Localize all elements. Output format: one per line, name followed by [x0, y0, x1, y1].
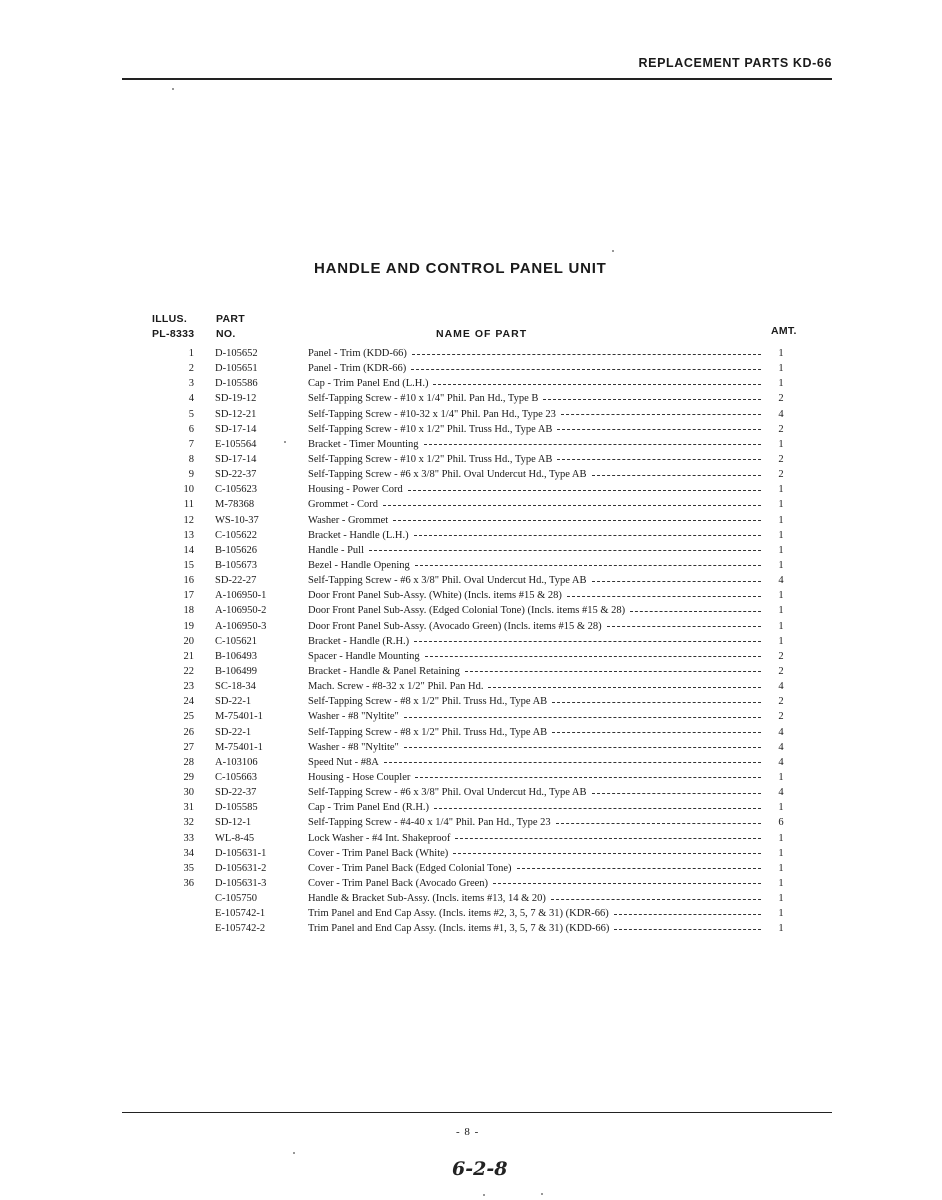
- part-number: C-105750: [215, 893, 257, 905]
- part-number: E-105564: [215, 438, 257, 450]
- column-header-name: NAME OF PART: [436, 328, 528, 340]
- dash-leader: [404, 717, 761, 718]
- part-name-cell: [308, 346, 761, 361]
- part-name: Self-Tapping Screw - #10 x 1/2" Phil. Truss Hd., Type AB: [308, 423, 553, 435]
- illus-number: 17: [183, 590, 194, 602]
- dash-leader: [453, 853, 761, 854]
- illus-number: 8: [188, 453, 194, 465]
- parts-row: [0, 513, 942, 528]
- page-header-title: REPLACEMENT PARTS KD-66: [638, 56, 832, 70]
- part-number: SD-22-1: [215, 696, 252, 708]
- page-number: - 8 -: [456, 1126, 480, 1138]
- dash-leader: [551, 899, 761, 900]
- part-number: M-75401-1: [215, 711, 263, 723]
- part-amount: 1: [778, 908, 784, 920]
- part-name: Washer - Grommet: [308, 514, 389, 526]
- parts-row: [0, 361, 942, 376]
- part-name-cell: [308, 573, 761, 588]
- dash-leader: [465, 671, 761, 672]
- part-name-cell: [308, 785, 761, 800]
- part-number: A-106950-2: [215, 605, 267, 617]
- parts-row: [0, 346, 942, 361]
- part-name-cell: [308, 513, 761, 528]
- part-name-cell: [308, 664, 761, 679]
- part-amount: 1: [778, 847, 784, 859]
- part-number: D-105586: [215, 378, 258, 390]
- parts-row: [0, 921, 942, 936]
- part-name-cell: [308, 467, 761, 482]
- part-amount: 1: [778, 635, 784, 647]
- part-name: Grommet - Cord: [308, 499, 378, 511]
- part-name: Mach. Screw - #8-32 x 1/2" Phil. Pan Hd.: [308, 681, 484, 693]
- dash-leader: [614, 914, 761, 915]
- parts-row: [0, 861, 942, 876]
- part-amount: 1: [778, 438, 784, 450]
- dash-leader: [614, 929, 761, 930]
- part-amount: 1: [778, 605, 784, 617]
- part-name-cell: [308, 376, 761, 391]
- parts-row: [0, 634, 942, 649]
- illus-number: 4: [188, 393, 194, 405]
- illus-number: 9: [188, 469, 194, 481]
- part-name-cell: [308, 921, 761, 936]
- dash-leader: [369, 550, 761, 551]
- part-number: D-105651: [215, 363, 258, 375]
- illus-number: 16: [183, 575, 194, 587]
- dash-leader: [415, 777, 761, 778]
- illus-number: 36: [183, 877, 194, 889]
- part-number: E-105742-2: [215, 923, 266, 935]
- parts-row: [0, 846, 942, 861]
- parts-row: [0, 815, 942, 830]
- parts-row: [0, 831, 942, 846]
- part-name: Self-Tapping Screw - #10-32 x 1/4" Phil. Pan Hd., Type 23: [308, 408, 556, 420]
- dash-leader: [412, 354, 761, 355]
- part-name: Cover - Trim Panel Back (White): [308, 847, 449, 859]
- part-name-cell: [308, 709, 761, 724]
- part-name-cell: [308, 755, 761, 770]
- part-amount: 2: [778, 665, 784, 677]
- part-amount: 1: [778, 348, 784, 359]
- part-number: SD-22-37: [215, 469, 257, 481]
- illus-number: 32: [183, 817, 194, 829]
- part-name: Washer - #8 "Nyltite": [308, 711, 399, 723]
- parts-row: [0, 694, 942, 709]
- parts-row: [0, 528, 942, 543]
- part-name-cell: [308, 725, 761, 740]
- illus-number: 5: [188, 408, 194, 420]
- parts-row: [0, 588, 942, 603]
- parts-row: [0, 558, 942, 573]
- part-name: Bracket - Timer Mounting: [308, 438, 419, 450]
- part-number: A-103106: [215, 756, 258, 768]
- dash-leader: [561, 414, 761, 415]
- part-number: D-105631-2: [215, 862, 267, 874]
- illus-number: 12: [183, 514, 194, 526]
- part-name-cell: [308, 558, 761, 573]
- illus-number: 10: [183, 484, 194, 496]
- part-number: SD-22-37: [215, 787, 257, 799]
- part-amount: 1: [778, 590, 784, 602]
- illus-number: 21: [183, 650, 194, 662]
- dash-leader: [411, 369, 761, 370]
- dash-leader: [424, 444, 761, 445]
- part-name: Self-Tapping Screw - #10 x 1/4" Phil. Pan Hd., Type B: [308, 393, 539, 405]
- illus-number: 2: [188, 363, 194, 375]
- part-name: Cap - Trim Panel End (L.H.): [308, 378, 429, 390]
- scan-speck: [284, 441, 286, 443]
- part-number: M-75401-1: [215, 741, 263, 753]
- part-name: Speed Nut - #8A: [308, 756, 379, 768]
- part-amount: 2: [778, 650, 784, 662]
- illus-number: 18: [183, 605, 194, 617]
- part-name-cell: [308, 361, 761, 376]
- part-name: Bracket - Handle & Panel Retaining: [308, 665, 460, 677]
- column-header-illus-line2: PL-8333: [152, 328, 195, 340]
- part-number: C-105622: [215, 529, 257, 541]
- illus-number: 33: [183, 832, 194, 844]
- part-number: B-105626: [215, 544, 257, 556]
- part-name: Spacer - Handle Mounting: [308, 650, 420, 662]
- parts-row: [0, 497, 942, 512]
- part-number: SD-17-14: [215, 423, 257, 435]
- part-number: SC-18-34: [215, 681, 256, 693]
- dash-leader: [607, 626, 761, 627]
- part-amount: 2: [778, 453, 784, 465]
- parts-row: [0, 437, 942, 452]
- illus-number: 25: [183, 711, 194, 723]
- part-amount: 6: [778, 817, 784, 829]
- column-header-part-line2: NO.: [216, 328, 236, 340]
- part-amount: 1: [778, 378, 784, 390]
- part-name-cell: [308, 891, 761, 906]
- part-amount: 2: [778, 393, 784, 405]
- dash-leader: [556, 823, 761, 824]
- part-number: SD-17-14: [215, 453, 257, 465]
- part-number: C-105663: [215, 771, 257, 783]
- parts-row: [0, 770, 942, 785]
- parts-row: [0, 467, 942, 482]
- parts-row: [0, 906, 942, 921]
- part-number: SD-12-1: [215, 817, 252, 829]
- parts-row: [0, 482, 942, 497]
- footer-rule: [122, 1112, 832, 1113]
- parts-row: [0, 709, 942, 724]
- dash-leader: [434, 808, 761, 809]
- dash-leader: [592, 581, 761, 582]
- part-name: Self-Tapping Screw - #10 x 1/2" Phil. Truss Hd., Type AB: [308, 453, 553, 465]
- illus-number: 6: [188, 423, 194, 435]
- dash-leader: [414, 535, 761, 536]
- part-amount: 2: [778, 711, 784, 723]
- dash-leader: [552, 702, 761, 703]
- part-amount: 4: [778, 408, 784, 420]
- part-name: Panel - Trim (KDR-66): [308, 363, 407, 375]
- illus-number: 24: [183, 696, 194, 708]
- part-number: C-105621: [215, 635, 257, 647]
- parts-row: [0, 603, 942, 618]
- part-name: Housing - Hose Coupler: [308, 771, 411, 783]
- part-name-cell: [308, 770, 761, 785]
- illus-number: 11: [183, 499, 194, 511]
- part-amount: 1: [778, 893, 784, 905]
- part-name: Self-Tapping Screw - #8 x 1/2" Phil. Truss Hd., Type AB: [308, 696, 548, 708]
- part-number: D-105631-3: [215, 877, 267, 889]
- parts-row: [0, 725, 942, 740]
- part-amount: 1: [778, 923, 784, 935]
- illus-number: 15: [183, 559, 194, 571]
- dash-leader: [488, 687, 761, 688]
- part-name: Self-Tapping Screw - #8 x 1/2" Phil. Truss Hd., Type AB: [308, 726, 548, 738]
- part-name-cell: [308, 528, 761, 543]
- parts-row: [0, 785, 942, 800]
- part-number: A-106950-1: [215, 590, 267, 602]
- part-name-cell: [308, 603, 761, 618]
- scan-speck: [172, 88, 174, 90]
- part-name-cell: [308, 422, 761, 437]
- dash-leader: [592, 475, 761, 476]
- part-amount: 1: [778, 514, 784, 526]
- column-header-part: [216, 312, 245, 342]
- dash-leader: [383, 505, 761, 506]
- part-name-cell: [308, 800, 761, 815]
- parts-row: [0, 664, 942, 679]
- part-name-cell: [308, 619, 761, 634]
- part-name: Housing - Power Cord: [308, 484, 403, 496]
- part-amount: 1: [778, 862, 784, 874]
- part-name: Lock Washer - #4 Int. Shakeproof: [308, 832, 451, 844]
- dash-leader: [408, 490, 761, 491]
- part-number: WS-10-37: [215, 514, 259, 526]
- part-amount: 2: [778, 423, 784, 435]
- dash-leader: [404, 747, 761, 748]
- part-amount: 4: [778, 681, 784, 693]
- illus-number: 13: [183, 529, 194, 541]
- part-name-cell: [308, 815, 761, 830]
- parts-row: [0, 543, 942, 558]
- parts-list: [0, 346, 942, 936]
- part-amount: 1: [778, 802, 784, 814]
- part-name: Self-Tapping Screw - #4-40 x 1/4" Phil. Pan Hd., Type 23: [308, 817, 551, 829]
- part-number: D-105652: [215, 348, 258, 359]
- dash-leader: [557, 459, 761, 460]
- dash-leader: [414, 641, 761, 642]
- illus-number: 30: [183, 787, 194, 799]
- illus-number: 34: [183, 847, 194, 859]
- part-name-cell: [308, 588, 761, 603]
- part-name: Self-Tapping Screw - #6 x 3/8" Phil. Oval Undercut Hd., Type AB: [308, 469, 587, 481]
- part-amount: 1: [778, 363, 784, 375]
- parts-row: [0, 740, 942, 755]
- part-number: M-78368: [215, 499, 255, 511]
- part-name: Cap - Trim Panel End (R.H.): [308, 802, 430, 814]
- parts-row: [0, 452, 942, 467]
- illus-number: 27: [183, 741, 194, 753]
- part-number: SD-12-21: [215, 408, 257, 420]
- scan-speck: [612, 250, 614, 252]
- part-name: Bezel - Handle Opening: [308, 559, 410, 571]
- illus-number: 35: [183, 862, 194, 874]
- scan-speck: [483, 1194, 485, 1196]
- part-amount: 4: [778, 726, 784, 738]
- parts-row: [0, 876, 942, 891]
- column-header-part-line1: PART: [216, 313, 246, 325]
- illus-number: 19: [183, 620, 194, 632]
- part-name-cell: [308, 391, 761, 406]
- part-number: SD-22-27: [215, 575, 257, 587]
- parts-row: [0, 891, 942, 906]
- part-name-cell: [308, 482, 761, 497]
- dash-leader: [425, 656, 761, 657]
- dash-leader: [543, 399, 761, 400]
- part-name: Self-Tapping Screw - #6 x 3/8" Phil. Oval Undercut Hd., Type AB: [308, 787, 587, 799]
- dash-leader: [455, 838, 761, 839]
- part-name-cell: [308, 497, 761, 512]
- part-name: Door Front Panel Sub-Assy. (White) (Incls. items #15 & 28): [308, 590, 562, 602]
- part-name-cell: [308, 876, 761, 891]
- illus-number: 23: [183, 681, 194, 693]
- part-number: E-105742-1: [215, 908, 266, 920]
- part-amount: 1: [778, 559, 784, 571]
- parts-row: [0, 679, 942, 694]
- part-amount: 1: [778, 877, 784, 889]
- dash-leader: [384, 762, 761, 763]
- part-amount: 1: [778, 832, 784, 844]
- handwritten-note: 6-2-8: [452, 1158, 508, 1180]
- column-header-amt: AMT.: [771, 325, 797, 337]
- parts-row: [0, 573, 942, 588]
- part-number: B-106493: [215, 650, 257, 662]
- part-name: Door Front Panel Sub-Assy. (Edged Colonial Tone) (Incls. items #15 & 28): [308, 605, 626, 617]
- part-amount: 4: [778, 575, 784, 587]
- part-number: SD-22-1: [215, 726, 252, 738]
- column-header-illus: [152, 312, 194, 342]
- part-name-cell: [308, 543, 761, 558]
- dash-leader: [552, 732, 761, 733]
- part-amount: 1: [778, 484, 784, 496]
- part-name: Washer - #8 "Nyltite": [308, 741, 399, 753]
- dash-leader: [592, 793, 761, 794]
- part-name: Door Front Panel Sub-Assy. (Avocado Green) (Incls. items #15 & 28): [308, 620, 602, 632]
- dash-leader: [393, 520, 761, 521]
- section-title: HANDLE AND CONTROL PANEL UNIT: [314, 260, 607, 277]
- dash-leader: [567, 596, 761, 597]
- part-name-cell: [308, 649, 761, 664]
- dash-leader: [517, 868, 761, 869]
- part-number: D-105631-1: [215, 847, 267, 859]
- part-name-cell: [308, 906, 761, 921]
- part-amount: 1: [778, 529, 784, 541]
- header-rule: [122, 78, 832, 80]
- part-name-cell: [308, 846, 761, 861]
- illus-number: 7: [188, 438, 194, 450]
- parts-row: [0, 422, 942, 437]
- part-number: B-106499: [215, 665, 257, 677]
- illus-number: 29: [183, 771, 194, 783]
- illus-number: 20: [183, 635, 194, 647]
- dash-leader: [415, 565, 761, 566]
- part-amount: 4: [778, 787, 784, 799]
- dash-leader: [433, 384, 761, 385]
- illus-number: 26: [183, 726, 194, 738]
- illus-number: 31: [183, 802, 194, 814]
- part-name-cell: [308, 407, 761, 422]
- parts-row: [0, 407, 942, 422]
- part-number: C-105623: [215, 484, 257, 496]
- part-amount: 1: [778, 499, 784, 511]
- part-name: Trim Panel and End Cap Assy. (Incls. items #1, 3, 5, 7 & 31) (KDD-66): [308, 923, 610, 935]
- part-number: WL-8-45: [215, 832, 255, 844]
- part-number: A-106950-3: [215, 620, 267, 632]
- part-name: Cover - Trim Panel Back (Edged Colonial Tone): [308, 862, 512, 874]
- scan-speck: [541, 1193, 543, 1195]
- illus-number: 22: [183, 665, 194, 677]
- part-name-cell: [308, 861, 761, 876]
- parts-row: [0, 376, 942, 391]
- part-name: Self-Tapping Screw - #6 x 3/8" Phil. Oval Undercut Hd., Type AB: [308, 575, 587, 587]
- dash-leader: [630, 611, 761, 612]
- parts-row: [0, 619, 942, 634]
- part-amount: 4: [778, 756, 784, 768]
- dash-leader: [493, 883, 761, 884]
- part-amount: 4: [778, 741, 784, 753]
- part-number: D-105585: [215, 802, 258, 814]
- part-name: Trim Panel and End Cap Assy. (Incls. items #2, 3, 5, 7 & 31) (KDR-66): [308, 908, 609, 920]
- part-number: B-105673: [215, 559, 257, 571]
- part-name: Handle & Bracket Sub-Assy. (Incls. items #13, 14 & 20): [308, 893, 546, 905]
- part-number: SD-19-12: [215, 393, 257, 405]
- illus-number: 14: [183, 544, 194, 556]
- illus-number: 3: [188, 378, 194, 390]
- part-amount: 2: [778, 469, 784, 481]
- part-name: Bracket - Handle (R.H.): [308, 635, 410, 647]
- parts-row: [0, 391, 942, 406]
- part-name-cell: [308, 437, 761, 452]
- part-name: Panel - Trim (KDD-66): [308, 348, 407, 359]
- column-header-illus-line1: ILLUS.: [152, 313, 188, 325]
- part-amount: 1: [778, 620, 784, 632]
- part-name: Cover - Trim Panel Back (Avocado Green): [308, 877, 489, 889]
- scan-speck: [293, 1152, 295, 1154]
- part-name-cell: [308, 452, 761, 467]
- part-name-cell: [308, 634, 761, 649]
- parts-row: [0, 649, 942, 664]
- part-name-cell: [308, 740, 761, 755]
- part-name-cell: [308, 694, 761, 709]
- part-name: Bracket - Handle (L.H.): [308, 529, 409, 541]
- illus-number: 1: [188, 348, 194, 359]
- part-amount: 1: [778, 544, 784, 556]
- parts-row: [0, 755, 942, 770]
- part-amount: 1: [778, 771, 784, 783]
- part-amount: 2: [778, 696, 784, 708]
- part-name-cell: [308, 679, 761, 694]
- part-name-cell: [308, 831, 761, 846]
- dash-leader: [557, 429, 761, 430]
- illus-number: 28: [183, 756, 194, 768]
- parts-row: [0, 800, 942, 815]
- part-name: Handle - Pull: [308, 544, 364, 556]
